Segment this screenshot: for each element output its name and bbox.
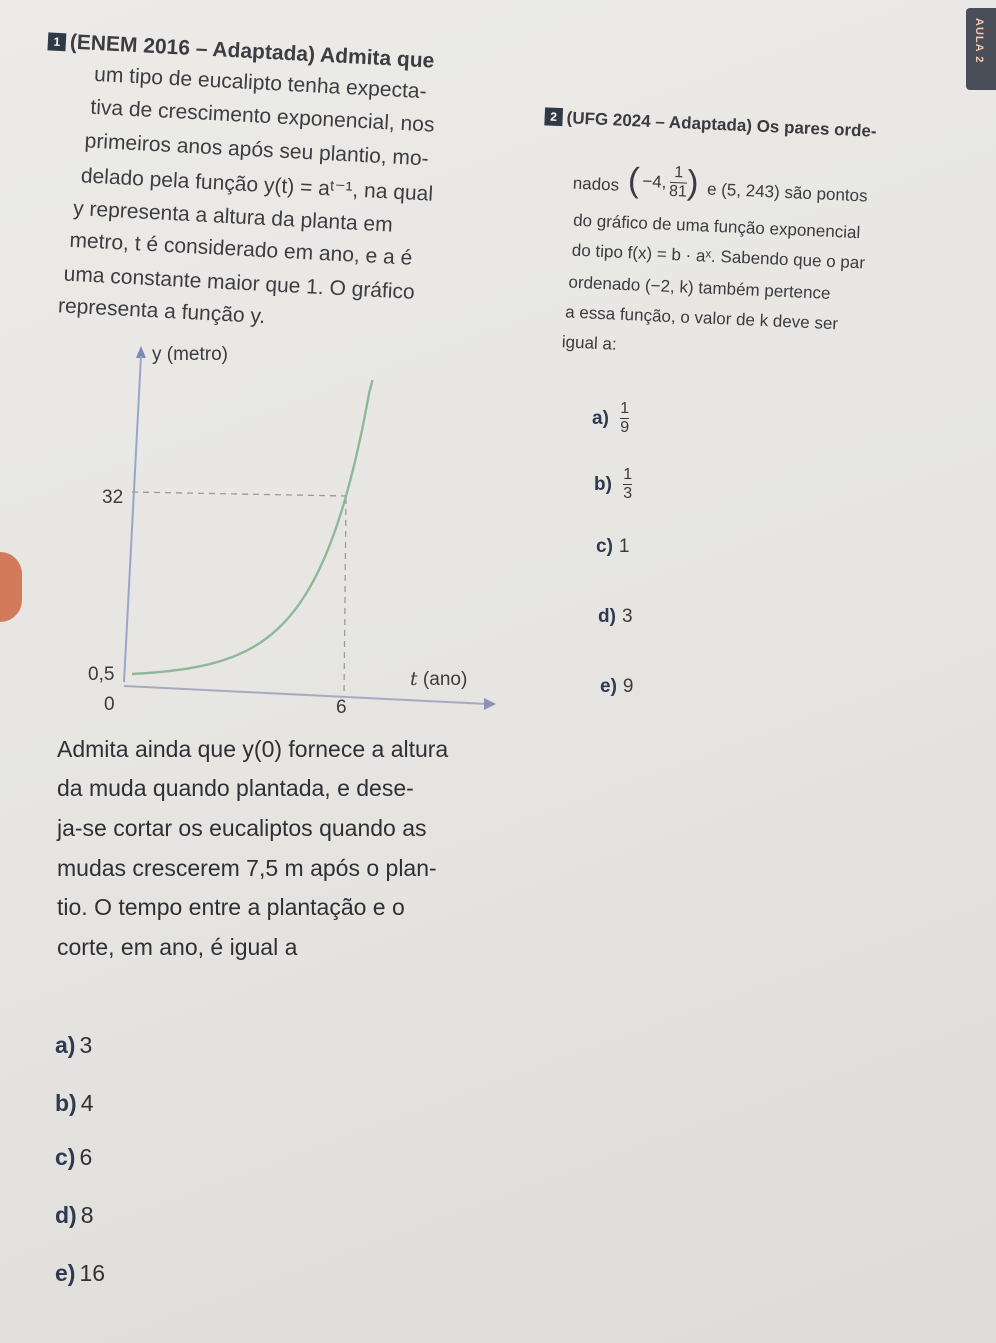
q2-line-5: ordenado (−2, k) também pertence	[568, 272, 831, 303]
q1-line-9: representa a função y.	[57, 294, 266, 329]
q1-option-e[interactable]	[55, 1260, 105, 1287]
q2-line-3: do gráfico de uma função exponencial	[572, 210, 861, 243]
q2-option-b-frac	[623, 466, 632, 504]
q2-pair-1-num: 1	[673, 163, 684, 182]
q2-option-d-label: d)	[598, 606, 616, 627]
q2-option-a[interactable]	[592, 400, 629, 438]
question-2	[0, 0, 996, 399]
q2-line-6: a essa função, o valor de k deve ser	[564, 302, 839, 334]
q1-cont-4: mudas crescerem 7,5 m após o plan-	[57, 855, 437, 881]
q2-line-4: do tipo f(x) = b · aˣ. Sabendo que o par	[571, 240, 866, 273]
q2-option-e[interactable]	[600, 676, 633, 698]
q1-cont-5: tio. O tempo entre a plantação e o	[57, 894, 405, 920]
q1-option-b-label: b)	[55, 1090, 77, 1116]
q1-cont-2: da muda quando plantada, e dese-	[57, 775, 414, 801]
guide-line-6	[344, 498, 346, 696]
q2-pair-1-frac	[669, 163, 688, 202]
q2-option-a-num: 1	[620, 400, 630, 417]
q1-source: (ENEM 2016 – Adaptada) Admita que	[69, 30, 435, 73]
q1-option-e-label: e)	[55, 1260, 76, 1286]
q1-cont-1: Admita ainda que y(0) fornece a altura	[57, 736, 449, 762]
x-axis-label: t (ano)	[410, 668, 468, 690]
q2-option-a-den: 9	[620, 419, 630, 437]
q1-line-4: primeiros anos após seu plantio, mo-	[84, 129, 430, 171]
q2-source: (UFG 2024 – Adaptada) Os pares orde-	[566, 108, 877, 141]
q1-option-e-value: 16	[79, 1260, 106, 1286]
q1-line-3: tiva de crescimento exponencial, nos	[89, 95, 436, 137]
q2-line-1	[544, 107, 877, 141]
q1-line-5: delado pela função y(t) = aᵗ⁻¹, na qual	[80, 164, 434, 206]
q1-option-c[interactable]	[55, 1144, 92, 1171]
guide-line-32	[132, 492, 346, 496]
q1-option-c-value: 6	[79, 1144, 93, 1170]
q2-option-b-den: 3	[623, 485, 633, 503]
x-tick-6: 6	[336, 697, 347, 718]
q1-line-6: y representa a altura da planta em	[72, 196, 394, 237]
origin-label: 0	[104, 694, 115, 715]
q2-option-b-label: b)	[594, 473, 612, 495]
y-tick-0-5: 0,5	[88, 664, 115, 685]
q2-pair-open-paren: (	[627, 161, 641, 200]
q1-number-badge: 1	[47, 32, 66, 51]
q2-option-e-value: 9	[622, 676, 634, 697]
q2-option-c[interactable]	[596, 536, 629, 558]
q1-option-d-value: 8	[80, 1202, 94, 1228]
q2-option-e-label: e)	[600, 676, 617, 697]
q2-option-b-num: 1	[623, 466, 633, 483]
q2-pair-1-x: −4,	[641, 171, 667, 192]
q2-line-7: igual a:	[561, 332, 618, 354]
y-tick-32: 32	[102, 487, 124, 508]
q2-option-d-value: 3	[621, 606, 633, 627]
q1-cont-3: ja-se cortar os eucaliptos quando as	[57, 815, 427, 841]
x-axis-unit: (ano)	[422, 669, 468, 690]
q2-option-d[interactable]	[598, 606, 633, 628]
x-axis-arrowhead	[484, 698, 496, 710]
q2-option-c-label: c)	[596, 536, 613, 557]
q1-option-a[interactable]	[55, 1032, 92, 1059]
y-axis-label: y (metro)	[152, 344, 228, 365]
q2-pair-1	[627, 161, 699, 203]
q2-option-a-label: a)	[592, 407, 609, 429]
q2-number-badge: 2	[544, 107, 563, 126]
q1-option-c-label: c)	[55, 1144, 76, 1170]
q1-cont-6: corte, em ano, é igual a	[57, 934, 298, 960]
q1-option-b[interactable]	[55, 1090, 94, 1117]
q2-line-2	[572, 159, 868, 211]
q1-line-7: metro, t é considerado em ano, e a é	[68, 228, 413, 270]
q2-pair-2: e (5, 243) são pontos	[706, 179, 868, 206]
q1-option-b-value: 4	[80, 1090, 94, 1116]
q1-option-a-label: a)	[55, 1032, 76, 1058]
lesson-tab-label: AULA 2	[973, 18, 985, 64]
q1-option-a-value: 3	[79, 1032, 93, 1058]
q2-option-b[interactable]	[594, 466, 632, 504]
q2-pair-1-den: 81	[668, 182, 688, 201]
q1-option-d-label: d)	[55, 1202, 77, 1228]
q1-line-8: uma constante maior que 1. O gráfico	[63, 262, 416, 304]
y-axis	[124, 356, 141, 682]
q2-pair-close-paren: )	[686, 163, 700, 203]
q2-nados: nados	[572, 173, 620, 195]
q1-line-2: um tipo de eucalipto tenha expecta-	[93, 62, 428, 104]
q2-option-a-frac	[620, 400, 629, 438]
exponential-curve	[132, 380, 373, 674]
q1-option-d[interactable]	[55, 1202, 94, 1229]
q2-option-c-value: 1	[618, 536, 630, 557]
